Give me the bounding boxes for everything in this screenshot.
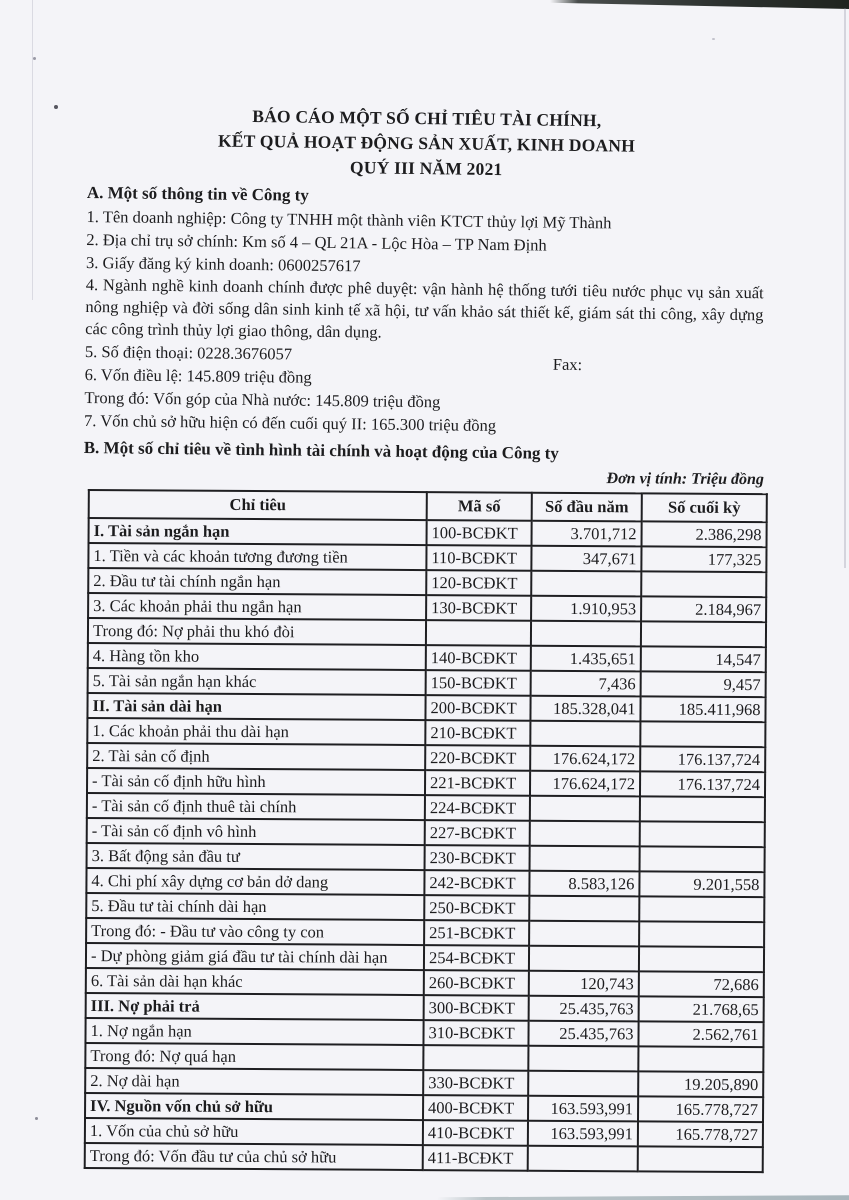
row-end-value-cell xyxy=(640,846,765,872)
row-label-cell: 5. Tài sản ngắn hạn khác xyxy=(88,668,426,695)
business-activities-paragraph: 4. Ngành nghề kinh doanh chính được phê duyệt: vận hành hệ thống tưới tiêu nước phục vụ sản xuất nông nghiệp và đời sống dân sinh kinh tế xã hội, tư vấn khảo sát thiết kế, giám sát thi công, xây dựng các công trình thủy lợi giao thông, dân dụng. xyxy=(85,274,764,342)
row-begin-value-cell: 120,743 xyxy=(529,971,639,997)
row-begin-value-cell xyxy=(530,846,640,872)
row-code-cell: 140-BCĐKT xyxy=(426,645,531,671)
equity-line: 7. Vốn chủ sở hữu hiện có đến cuối quý II: 165.300 triệu đồng xyxy=(83,410,497,436)
row-code-cell: 330-BCĐKT xyxy=(423,1070,528,1096)
row-begin-value-cell xyxy=(528,1046,638,1072)
row-begin-value-cell xyxy=(529,921,639,947)
section-b-heading: B. Một số chỉ tiêu về tình hình tài chính và hoạt động của Công ty xyxy=(83,437,560,463)
row-begin-value-cell: 163.593,991 xyxy=(528,1096,638,1122)
col-header-chi-tieu: Chỉ tiêu xyxy=(89,490,427,520)
row-label-cell: Trong đó: Nợ quá hạn xyxy=(85,1043,423,1070)
row-label-cell: - Dự phòng giảm giá đầu tư tài chính dài hạn xyxy=(86,943,424,970)
row-label-cell: 3. Bất động sản đầu tư xyxy=(87,843,425,870)
row-code-cell: 200-BCĐKT xyxy=(425,695,530,721)
row-begin-value-cell: 25.435,763 xyxy=(528,1021,638,1047)
row-label-cell: Trong đó: Nợ phải thu khó đòi xyxy=(88,618,426,645)
row-begin-value-cell xyxy=(529,946,639,972)
row-end-value-cell: 177,325 xyxy=(641,546,766,572)
row-code-cell: 230-BCĐKT xyxy=(425,845,530,871)
row-begin-value-cell xyxy=(530,796,640,822)
row-code-cell: 310-BCĐKT xyxy=(423,1020,528,1046)
row-label-cell: 1. Các khoản phải thu dài hạn xyxy=(87,718,425,745)
row-end-value-cell: 165.778,727 xyxy=(638,1096,763,1122)
row-end-value-cell: 9.201,558 xyxy=(639,871,764,897)
row-code-cell: 100-BCĐKT xyxy=(427,520,532,546)
row-label-cell: I. Tài sản ngắn hạn xyxy=(89,518,427,545)
report-title-line-3: QUÝ III NĂM 2021 xyxy=(349,157,503,180)
row-label-cell: 1. Nợ ngắn hạn xyxy=(85,1018,423,1045)
address-line: 2. Địa chỉ trụ sở chính: Km số 4 – QL 21A - Lộc Hòa – TP Nam Định xyxy=(86,229,547,255)
table-row xyxy=(85,1143,763,1172)
row-code-cell: 410-BCĐKT xyxy=(423,1120,528,1146)
fax-label: Fax: xyxy=(552,354,583,375)
row-code-cell: 120-BCĐKT xyxy=(426,570,531,596)
row-begin-value-cell: 1.435,651 xyxy=(531,646,641,672)
row-code-cell xyxy=(423,1045,528,1071)
row-begin-value-cell: 8.583,126 xyxy=(529,871,639,897)
row-code-cell: 251-BCĐKT xyxy=(424,920,529,946)
row-end-value-cell xyxy=(639,896,764,922)
row-code-cell: 227-BCĐKT xyxy=(425,820,530,846)
col-header-ma-so: Mã số xyxy=(427,492,532,521)
row-label-cell: 5. Đầu tư tài chính dài hạn xyxy=(86,893,424,920)
row-end-value-cell: 72,686 xyxy=(639,971,764,997)
row-end-value-cell xyxy=(639,921,764,947)
row-end-value-cell: 2.386,298 xyxy=(642,521,767,547)
row-begin-value-cell: 347,671 xyxy=(531,546,641,572)
row-code-cell: 221-BCĐKT xyxy=(425,770,530,796)
table-header-row xyxy=(89,490,767,522)
financial-table xyxy=(84,489,768,1173)
row-label-cell: 4. Hàng tồn kho xyxy=(88,643,426,670)
row-begin-value-cell: 3.701,712 xyxy=(532,521,642,547)
row-label-cell: Trong đó: Vốn đầu tư của chủ sở hữu xyxy=(85,1143,423,1170)
row-end-value-cell: 14,547 xyxy=(641,646,766,672)
row-label-cell: - Tài sản cố định thuê tài chính xyxy=(87,793,425,820)
row-label-cell: 2. Đầu tư tài chính ngắn hạn xyxy=(88,568,426,595)
col-header-so-dau-nam: Số đầu năm xyxy=(532,493,642,522)
row-end-value-cell: 2.184,967 xyxy=(641,596,766,622)
scan-top-edge-artifact xyxy=(550,0,849,9)
scan-speck xyxy=(35,1117,38,1120)
scan-speck xyxy=(33,57,36,60)
row-label-cell: II. Tài sản dài hạn xyxy=(87,693,425,720)
business-registration-line: 3. Giấy đăng ký kinh doanh: 0600257617 xyxy=(85,252,361,276)
row-end-value-cell: 2.562,761 xyxy=(638,1021,763,1047)
row-label-cell: IV. Nguồn vốn chủ sở hữu xyxy=(85,1093,423,1120)
row-code-cell: 210-BCĐKT xyxy=(425,720,530,746)
row-code-cell: 411-BCĐKT xyxy=(423,1145,528,1171)
row-end-value-cell: 21.768,65 xyxy=(639,996,764,1022)
row-label-cell: 2. Nợ dài hạn xyxy=(85,1068,423,1095)
row-code-cell: 220-BCĐKT xyxy=(425,745,530,771)
charter-capital-line: 6. Vốn điều lệ: 145.809 triệu đồng xyxy=(84,364,312,387)
scan-bottom-edge-artifact xyxy=(437,1194,849,1200)
row-label-cell: 1. Tiền và các khoản tương đương tiền xyxy=(88,543,426,570)
scan-speck xyxy=(712,38,715,40)
scan-speck xyxy=(54,105,58,109)
row-begin-value-cell: 176.624,172 xyxy=(530,746,640,772)
row-begin-value-cell: 25.435,763 xyxy=(529,996,639,1022)
page-left-edge-line xyxy=(32,0,33,300)
row-code-cell: 150-BCĐKT xyxy=(426,670,531,696)
row-end-value-cell xyxy=(641,571,766,597)
row-end-value-cell: 165.778,727 xyxy=(638,1121,763,1147)
phone-line: 5. Số điện thoại: 0228.3676057 xyxy=(84,341,293,364)
row-code-cell: 260-BCĐKT xyxy=(424,970,529,996)
row-begin-value-cell xyxy=(531,571,641,597)
row-end-value-cell: 176.137,724 xyxy=(640,746,765,772)
row-begin-value-cell xyxy=(529,896,639,922)
report-title-line-2: KẾT QUẢ HOẠT ĐỘNG SẢN XUẤT, KINH DOANH xyxy=(217,130,636,156)
row-code-cell: 242-BCĐKT xyxy=(424,870,529,896)
row-label-cell: Trong đó: - Đầu tư vào công ty con xyxy=(86,918,424,945)
company-name-line: 1. Tên doanh nghiệp: Công ty TNHH một thành viên KTCT thủy lợi Mỹ Thành xyxy=(86,206,612,233)
row-end-value-cell xyxy=(639,946,764,972)
row-begin-value-cell xyxy=(530,721,640,747)
row-begin-value-cell xyxy=(530,821,640,847)
row-label-cell: 2. Tài sản cố định xyxy=(87,743,425,770)
row-label-cell: - Tài sản cố định vô hình xyxy=(87,818,425,845)
section-a-heading: A. Một số thông tin về Công ty xyxy=(86,182,309,205)
row-end-value-cell: 9,457 xyxy=(641,671,766,697)
row-label-cell: 6. Tài sản dài hạn khác xyxy=(86,968,424,995)
row-begin-value-cell: 163.593,991 xyxy=(528,1121,638,1147)
row-begin-value-cell: 1.910,953 xyxy=(531,596,641,622)
row-begin-value-cell: 7,436 xyxy=(531,671,641,697)
col-header-so-cuoi-ky: Số cuối kỳ xyxy=(642,493,767,522)
document-content xyxy=(83,102,766,1169)
row-code-cell: 254-BCĐKT xyxy=(424,945,529,971)
row-label-cell: 1. Vốn của chủ sở hữu xyxy=(85,1118,423,1145)
row-code-cell: 110-BCĐKT xyxy=(426,545,531,571)
row-end-value-cell xyxy=(640,821,765,847)
row-label-cell: - Tài sản cố định hữu hình xyxy=(87,768,425,795)
row-code-cell: 300-BCĐKT xyxy=(424,995,529,1021)
report-title xyxy=(87,102,766,185)
row-end-value-cell xyxy=(638,1146,763,1172)
row-code-cell: 250-BCĐKT xyxy=(424,895,529,921)
row-begin-value-cell xyxy=(528,1071,638,1097)
row-begin-value-cell: 176.624,172 xyxy=(530,771,640,797)
row-code-cell: 400-BCĐKT xyxy=(423,1095,528,1121)
row-label-cell: III. Nợ phải trả xyxy=(86,993,424,1020)
state-capital-line: Trong đó: Vốn góp của Nhà nước: 145.809 triệu đồng xyxy=(84,387,441,412)
row-code-cell: 130-BCĐKT xyxy=(426,595,531,621)
row-end-value-cell: 176.137,724 xyxy=(640,771,765,797)
table-body xyxy=(85,518,767,1172)
row-code-cell: 224-BCĐKT xyxy=(425,795,530,821)
unit-note: Đơn vị tính: Triệu đồng xyxy=(606,470,764,489)
row-label-cell: 4. Chi phí xây dựng cơ bản dở dang xyxy=(86,868,424,895)
row-end-value-cell xyxy=(640,721,765,747)
row-end-value-cell: 185.411,968 xyxy=(640,696,765,722)
row-code-cell xyxy=(426,620,531,646)
row-end-value-cell: 19.205,890 xyxy=(638,1071,763,1097)
row-end-value-cell xyxy=(638,1046,763,1072)
document-header-section xyxy=(84,102,766,468)
row-begin-value-cell xyxy=(531,621,641,647)
financial-table-section xyxy=(84,465,766,1173)
report-title-line-1: BÁO CÁO MỘT SỐ CHỈ TIÊU TÀI CHÍNH, xyxy=(252,106,602,131)
row-end-value-cell xyxy=(641,621,766,647)
row-end-value-cell xyxy=(640,796,765,822)
row-begin-value-cell: 185.328,041 xyxy=(530,696,640,722)
row-label-cell: 3. Các khoản phải thu ngắn hạn xyxy=(88,593,426,620)
page-right-edge-line xyxy=(844,8,846,568)
row-begin-value-cell xyxy=(528,1146,638,1172)
